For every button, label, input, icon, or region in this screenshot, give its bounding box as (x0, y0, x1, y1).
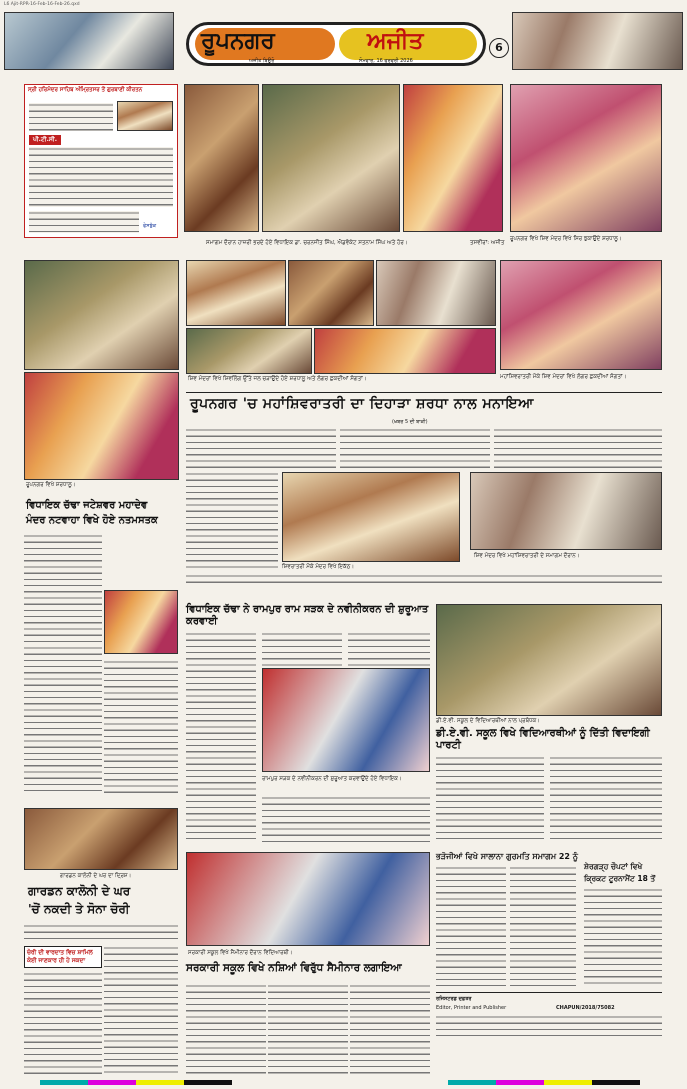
right-photo-1 (500, 260, 662, 370)
seminar-col-1 (186, 984, 266, 1076)
road-caption: ਰਾਮਪੁਰ ਸੜਕ ਦੇ ਨਵੀਨੀਕਰਨ ਦੀ ਸ਼ੁਰੂਆਤ ਕਰਵਾਉਂਦੇ ਹੋਏ ਵਿਧਾਇਕ। (262, 776, 402, 782)
school-story-col-1 (436, 756, 544, 842)
theft-story-col-1 (24, 972, 102, 1076)
masthead-bureau: ਅਜੀਤ ਬਿਊਰੋ (249, 58, 275, 64)
samagam-col-1 (436, 866, 506, 986)
road-story-col-1 (186, 632, 256, 840)
left-story-text-a (24, 534, 102, 642)
right-photo-caption: ਮਹਾਂਸ਼ਿਵਰਾਤਰੀ ਮੌਕੇ ਸ਼ਿਵ ਮੰਦਰਾਂ ਵਿਖੇ ਲੰਗਰ ਛਕਦੀਆਂ ਸੰਗਤਾਂ। (500, 374, 627, 380)
school-headline: ਡੀ.ਏ.ਵੀ. ਸਕੂਲ ਵਿਖੇ ਵਿਦਿਆਰਥੀਆਂ ਨੂੰ ਦਿੱਤੀ ਵਿਦਾਇਗੀ ਪਾਰਟੀ (436, 728, 650, 751)
main-headline-sub: (ਖ਼ਬਰ 5 ਦੀ ਬਾਕੀ) (392, 419, 428, 425)
imprint-line-1: ਰਜਿਸਟਰਡ ਦਫ਼ਤਰ (436, 996, 472, 1002)
seminar-photo (186, 852, 430, 946)
masthead-title-right: ਅਜੀਤ (367, 28, 424, 54)
theft-callout-box: ਚੋਰੀ ਦੀ ਵਾਰਦਾਤ ਵਿਚ ਸ਼ਾਮਿਲ ਕੋਈ ਜਾਣਕਾਰ ਹੀ ਹੋ ਸਕਦਾ (24, 946, 102, 968)
ptc-ad-box (24, 84, 178, 238)
ptc-ad-footer-text (29, 211, 139, 233)
imprint-line-2: Editor, Printer and Publisher (436, 1005, 507, 1011)
theft-caption: ਗਾਰਡਨ ਕਾਲੋਨੀ ਦੇ ਘਰ ਦਾ ਦ੍ਰਿਸ਼। (60, 873, 132, 879)
road-story-col-4 (262, 796, 430, 842)
cricket-headline-line-1: ਸ਼ੇਰਗੜ੍ਹ ਚੌਪਟਾਂ ਵਿਖੇ (584, 862, 643, 871)
seminar-col-3 (350, 984, 430, 1076)
school-story-col-2 (550, 756, 662, 842)
temple-photo (470, 472, 662, 550)
seminar-col-2 (268, 984, 348, 1076)
temple-caption: ਸ਼ਿਵ ਮੰਦਰ ਵਿਖੇ ਮਹਾਂਸ਼ਿਵਰਾਤਰੀ ਦੇ ਸਮਾਗਮ ਦੌਰਾਨ। (474, 553, 580, 559)
mid-photo-1 (186, 260, 286, 326)
golden-temple-image (117, 101, 173, 131)
school-photo (436, 604, 662, 716)
masthead-date: ਸੋਮਵਾਰ, 16 ਫਰਵਰੀ 2026 (359, 58, 413, 64)
road-headline: ਵਿਧਾਇਕ ਚੱਢਾ ਨੇ ਰਾਮਪੁਰ ਰਾਮ ਸੜਕ ਦੇ ਨਵੀਨੀਕਰਨ ਦੀ ਸ਼ੁਰੂਆਤ ਕਰਵਾਈ (186, 604, 429, 627)
gathering-photo (282, 472, 460, 562)
theft-photo (24, 808, 178, 870)
theft-headline-line-2: 'ਚੋਂ ਨਕਦੀ ਤੇ ਸੋਨਾ ਚੋਰੀ (28, 902, 130, 916)
gathering-caption: ਸ਼ਿਵਰਾਤਰੀ ਮੌਕੇ ਮੰਦਰ ਵਿਖੇ ਇਕੱਠ। (282, 564, 355, 570)
school-caption: ਡੀ.ਏ.ਵੀ. ਸਕੂਲ ਦੇ ਵਿਦਿਆਰਥੀਆਂ ਨਾਲ ਪ੍ਰਬੰਧਕ। (436, 718, 540, 724)
mid-photo-5 (314, 328, 496, 374)
main-headline-rule-top (186, 392, 662, 393)
top-photo-3 (403, 84, 503, 232)
left-story-text-b (24, 646, 102, 796)
top-right-caption: ਰੂਪਨਗਰ ਵਿਖੇ ਸ਼ਿਵ ਮੰਦਰ ਵਿਖੇ ਸਿਰ ਝੁਕਾਉਂਦੇ ਸ਼ਰਧਾਲੂ। (510, 236, 622, 242)
main-story-col-1 (186, 428, 336, 468)
left-photo-b (24, 372, 179, 480)
road-story-col-2 (262, 632, 342, 666)
cricket-text (584, 888, 662, 986)
facebook-label: ਫੇਸਬੁੱਕ (143, 223, 157, 229)
main-story-col-2 (340, 428, 490, 468)
theft-story-text (24, 924, 178, 942)
top-right-photo (510, 84, 662, 232)
registration-bar-bottom (40, 1080, 640, 1085)
left-headline-line-1: ਵਿਧਾਇਕ ਚੱਢਾ ਜਟੇਸ਼ਵਰ ਮਹਾਦੇਵ (26, 500, 148, 511)
mid-photo-3 (376, 260, 496, 326)
left-photo-a (24, 260, 179, 370)
imprint-text (436, 1015, 662, 1039)
top-photo-2 (262, 84, 400, 232)
mid-photo-2 (288, 260, 374, 326)
file-info-strip: L6 Ajit-RPR-16-Feb-16-Feb-26.qxd (4, 2, 80, 7)
seminar-headline: ਸਰਕਾਰੀ ਸਕੂਲ ਵਿਖੇ ਨਸ਼ਿਆਂ ਵਿਰੁੱਧ ਸੈਮੀਨਾਰ ਲਗਾਇਆ (186, 962, 402, 974)
top-photos-caption: ਸਮਾਗਮ ਦੌਰਾਨ ਹਾਜ਼ਰੀ ਭਰਦੇ ਹੋਏ ਵਿਧਾਇਕ ਡਾ. ਚਰਨਜੀਤ ਸਿੰਘ, ਐਡਵੋਕੇਟ ਸਤਨਾਮ ਸਿੰਘ ਅਤੇ ਹੋਰ। (206, 240, 408, 246)
masthead-right-image (512, 12, 683, 70)
left-story-photo (104, 590, 178, 654)
left-story-text-c (104, 660, 178, 796)
ptc-ad-text (29, 103, 113, 131)
center-continuation (186, 574, 662, 588)
seminar-caption: ਸਰਕਾਰੀ ਸਕੂਲ ਵਿਖੇ ਸੈਮੀਨਾਰ ਦੌਰਾਨ ਵਿਦਿਆਰਥੀ। (188, 950, 293, 956)
theft-story-col-2 (104, 946, 178, 1076)
masthead-banner (186, 22, 486, 66)
top-photo-1 (184, 84, 259, 232)
left-photos-caption: ਰੂਪਨਗਰ ਵਿਖੇ ਸ਼ਰਧਾਲੂ। (26, 482, 76, 488)
cricket-headline-line-2: ਕ੍ਰਿਕਟ ਟੂਰਨਾਮੈਂਟ 18 ਤੋਂ (584, 874, 656, 883)
masthead-left-image (4, 12, 174, 70)
ptc-badge: ਪੀ.ਟੀ.ਸੀ. (29, 135, 61, 145)
mid-photos-caption: ਸ਼ਿਵ ਮੰਦਰਾਂ ਵਿਖੇ ਸ਼ਿਵਲਿੰਗ ਉੱਤੇ ਜਲ ਚੜਾਉਂਦੇ ਹੋਏ ਸ਼ਰਧਾਲੂ ਅਤੇ ਲੰਗਰ ਛਕਦੀਆਂ ਸੰਗਤਾਂ। (188, 376, 367, 382)
page-number: 6 (489, 38, 509, 58)
samagam-headline: ਭੜੋਜੀਆਂ ਵਿਖੇ ਸਾਲਾਨਾ ਗੁਰਮਤਿ ਸਮਾਗਮ 22 ਨੂੰ (436, 852, 578, 861)
samagam-col-2 (510, 866, 576, 986)
road-photo (262, 668, 430, 772)
top-photos-credit: ਤਸਵੀਰਾਂ: ਅਜੀਤ (470, 240, 505, 246)
masthead-title-left: ਰੂਪਨਗਰ (201, 28, 275, 54)
ptc-ad-body (29, 147, 173, 207)
imprint-code: CHAPUN/2018/75082 (556, 1005, 615, 1011)
mid-photo-4 (186, 328, 312, 374)
left-headline-line-2: ਮੰਦਰ ਨਟਵਾਹਾ ਵਿਖੇ ਹੋਏ ਨਤਮਸਤਕ (26, 515, 158, 526)
road-story-col-3 (348, 632, 430, 666)
center-col-text (186, 472, 278, 572)
imprint-box (436, 992, 662, 1042)
main-headline: ਰੂਪਨਗਰ 'ਚ ਮਹਾਂਸ਼ਿਵਰਾਤਰੀ ਦਾ ਦਿਹਾੜਾ ਸ਼ਰਧਾ ਨਾਲ ਮਨਾਇਆ (190, 396, 534, 412)
ptc-ad-title: ਸ੍ਰੀ ਹਰਿਮੰਦਰ ਸਾਹਿਬ ਅੰਮ੍ਰਿਤਸਰ ਤੋਂ ਗੁਰਬਾਣੀ ਕੀਰਤਨ (28, 87, 143, 93)
main-story-col-3 (494, 428, 662, 468)
theft-headline-line-1: ਗਾਰਡਨ ਕਾਲੋਨੀ ਦੇ ਘਰ (28, 884, 131, 898)
